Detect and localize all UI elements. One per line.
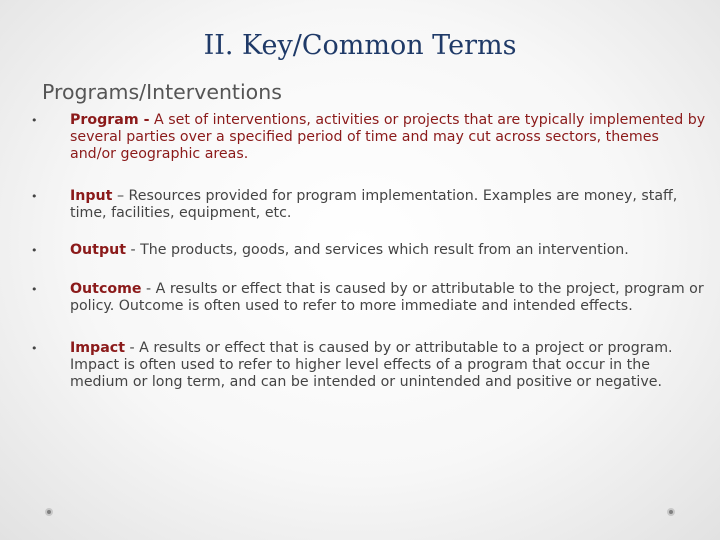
term-output: Output: [70, 242, 126, 258]
definition-outcome: - A results or effect that is caused by or attributable to the project, program or policy. Outcome is often used to refer to more immediate and intended effects.: [70, 281, 704, 314]
corner-dot-left-icon: [45, 508, 53, 516]
term-outcome: Outcome: [70, 281, 142, 297]
term-impact: Impact: [70, 340, 125, 356]
list-item-impact: [28, 340, 708, 391]
corner-dot-right-icon: [667, 508, 675, 516]
list-item-outcome: [28, 281, 708, 315]
definition-input: – Resources provided for program implementation. Examples are money, staff, time, facilities, equipment, etc.: [70, 188, 678, 221]
bullet-icon: •: [31, 190, 38, 203]
list-item-output: [28, 242, 708, 259]
bullet-icon: •: [31, 283, 38, 296]
definition-program: A set of interventions, activities or projects that are typically implemented by several parties over a specified period of time and may cut across sectors, themes and/or geographic areas.: [70, 112, 706, 162]
definition-impact: - A results or effect that is caused by or attributable to a project or program. Impact is often used to refer to higher level effects of a program that occur in the medium or long term, and can be intended or unintended and positive or negative.: [70, 340, 673, 390]
bullet-icon: •: [31, 114, 38, 127]
terms-list: [28, 112, 708, 391]
term-input: Input: [70, 188, 113, 204]
list-item-program: [28, 112, 708, 163]
bullet-icon: •: [31, 244, 38, 257]
slide-title: II. Key/Common Terms: [203, 30, 517, 61]
term-program: Program -: [70, 112, 150, 128]
list-item-input: [28, 188, 708, 222]
section-subtitle: Programs/Interventions: [42, 80, 282, 104]
bullet-icon: •: [31, 342, 38, 355]
definition-output: - The products, goods, and services which result from an intervention.: [130, 242, 629, 258]
